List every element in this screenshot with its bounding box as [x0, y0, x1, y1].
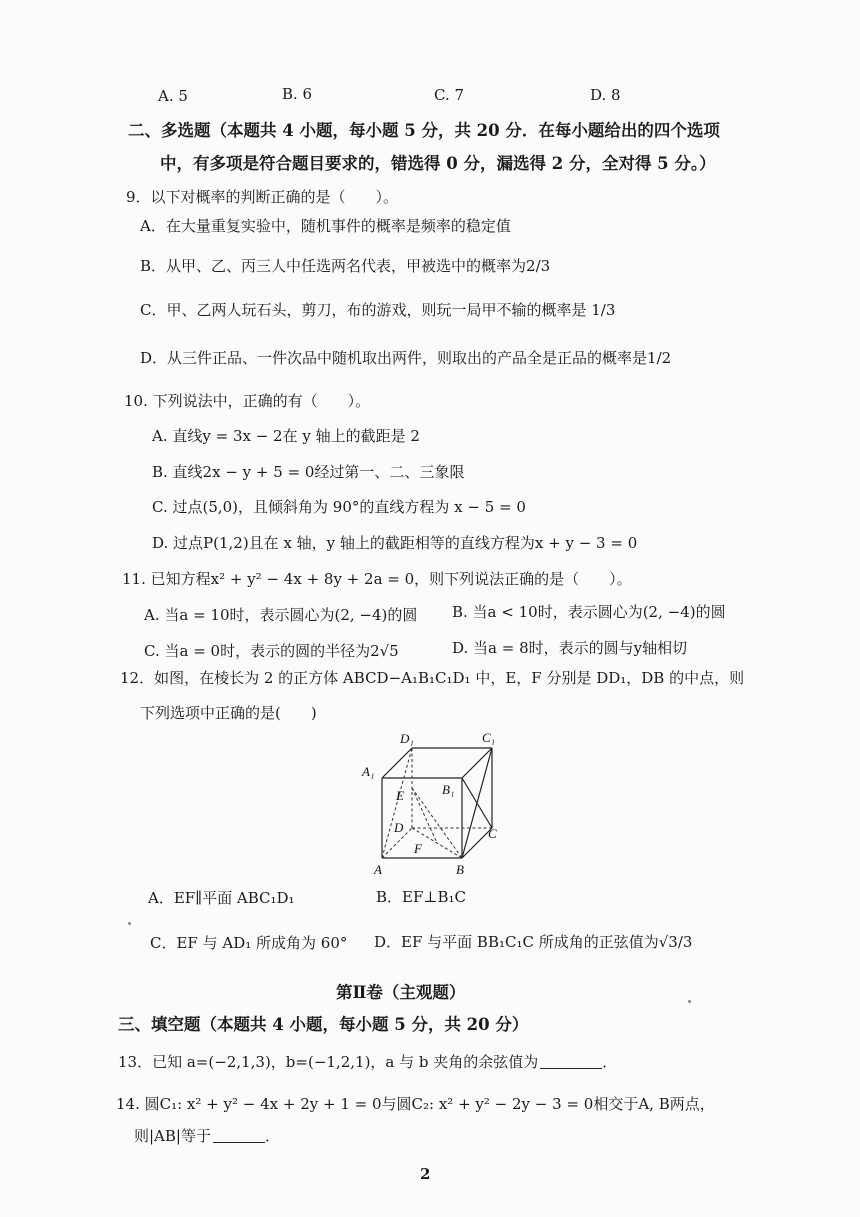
q12-stem-line1: 12．如图，在棱长为 2 的正方体 ABCD−A₁B₁C₁D₁ 中，E，F 分别是 DD₁，DB 的中点，则: [120, 669, 745, 687]
fig-label-a1: A₁: [362, 764, 375, 779]
q12-option-b: B．EF⊥B₁C: [376, 888, 467, 906]
section3-heading: 三、填空题（本题共 4 小题，每小题 5 分，共 20 分）: [118, 1015, 529, 1034]
q9-option-c: C．甲、乙两人玩石头，剪刀，布的游戏，则玩一局甲不输的概率是 1/3: [140, 301, 616, 319]
option-d: D. 8: [590, 86, 621, 104]
fig-label-c1: C₁: [482, 730, 496, 745]
fig-label-f: F: [414, 841, 422, 856]
fig-label-c: C: [488, 826, 497, 841]
q11-option-d: D. 当a = 8时，表示的圆与y轴相切: [452, 639, 688, 657]
fig-label-b1: B₁: [442, 782, 455, 797]
q13-answer-blank: [540, 1054, 602, 1069]
section2-heading-line1: 二、多选题（本题共 4 小题，每小题 5 分，共 20 分．在每小题给出的四个选项: [128, 121, 720, 140]
q9-stem: 9．以下对概率的判断正确的是（ ）。: [126, 188, 399, 206]
q9-option-b: B．从甲、乙、丙三人中任选两名代表，甲被选中的概率为2/3: [140, 257, 551, 275]
q11-option-b: B. 当a < 10时，表示圆心为(2, −4)的圆: [452, 603, 726, 621]
q13-line: 13．已知 a=(−2,1,3)，b=(−1,2,1)，a 与 b 夹角的余弦值为 ．: [118, 1053, 618, 1071]
q10-option-b: B. 直线2x − y + 5 = 0经过第一、二、三象限: [152, 463, 465, 481]
q9-option-a: A．在大量重复实验中，随机事件的概率是频率的稳定值: [140, 217, 511, 235]
q12-option-a: A．EF∥平面 ABC₁D₁: [148, 889, 295, 907]
q12-option-d: D．EF 与平面 BB₁C₁C 所成角的正弦值为√3/3: [374, 933, 693, 951]
q10-option-a: A. 直线y = 3x − 2在 y 轴上的截距是 2: [152, 427, 420, 445]
q10-stem: 10. 下列说法中，正确的有（ ）。: [124, 392, 371, 410]
q12-option-c: C．EF 与 AD₁ 所成角为 60°: [150, 934, 348, 952]
q13-text: 13．已知 a=(−2,1,3)，b=(−1,2,1)，a 与 b 夹角的余弦值为: [118, 1053, 539, 1071]
q11-option-c: C. 当a = 0时，表示的圆的半径为2√5: [144, 642, 399, 660]
q14-line2: 则|AB|等于 ．: [134, 1127, 280, 1145]
q10-option-d: D. 过点P(1,2)且在 x 轴，y 轴上的截距相等的直线方程为x + y − 3 = 0: [152, 534, 638, 552]
fig-label-a: A: [374, 862, 382, 877]
scan-speck: [128, 922, 131, 925]
q11-option-a: A. 当a = 10时，表示圆心为(2, −4)的圆: [144, 606, 418, 624]
q11-stem: 11. 已知方程x² + y² − 4x + 8y + 2a = 0，则下列说法正确的是（ ）。: [122, 570, 632, 588]
part2-title: 第Ⅱ卷（主观题）: [336, 983, 466, 1002]
q14-line1: 14. 圆C₁: x² + y² − 4x + 2y + 1 = 0与圆C₂: x² + y² − 2y − 3 = 0相交于A, B两点，: [116, 1095, 715, 1113]
section2-heading-line2: 中，有多项是符合题目要求的，错选得 0 分，漏选得 2 分，全对得 5 分。）: [160, 154, 716, 173]
fig-label-d: D: [394, 820, 404, 835]
q9-option-d: D．从三件正品、一件次品中随机取出两件，则取出的产品全是正品的概率是1/2: [140, 349, 672, 367]
q14-line2-text: 则|AB|等于: [134, 1127, 211, 1145]
option-c: C. 7: [434, 86, 465, 104]
cube-figure: [352, 728, 512, 878]
page-number: 2: [420, 1165, 431, 1183]
option-a: A. 5: [158, 87, 188, 105]
q14-answer-blank: [213, 1128, 265, 1143]
scan-speck: [688, 1000, 691, 1003]
fig-label-b: B: [456, 862, 464, 877]
fig-label-e: E: [396, 788, 404, 803]
q10-option-c: C. 过点(5,0)，且倾斜角为 90°的直线方程为 x − 5 = 0: [152, 498, 526, 516]
q12-stem-line2: 下列选项中正确的是( ): [140, 704, 317, 722]
option-b: B. 6: [282, 85, 313, 103]
fig-label-d1: D₁: [400, 731, 414, 746]
